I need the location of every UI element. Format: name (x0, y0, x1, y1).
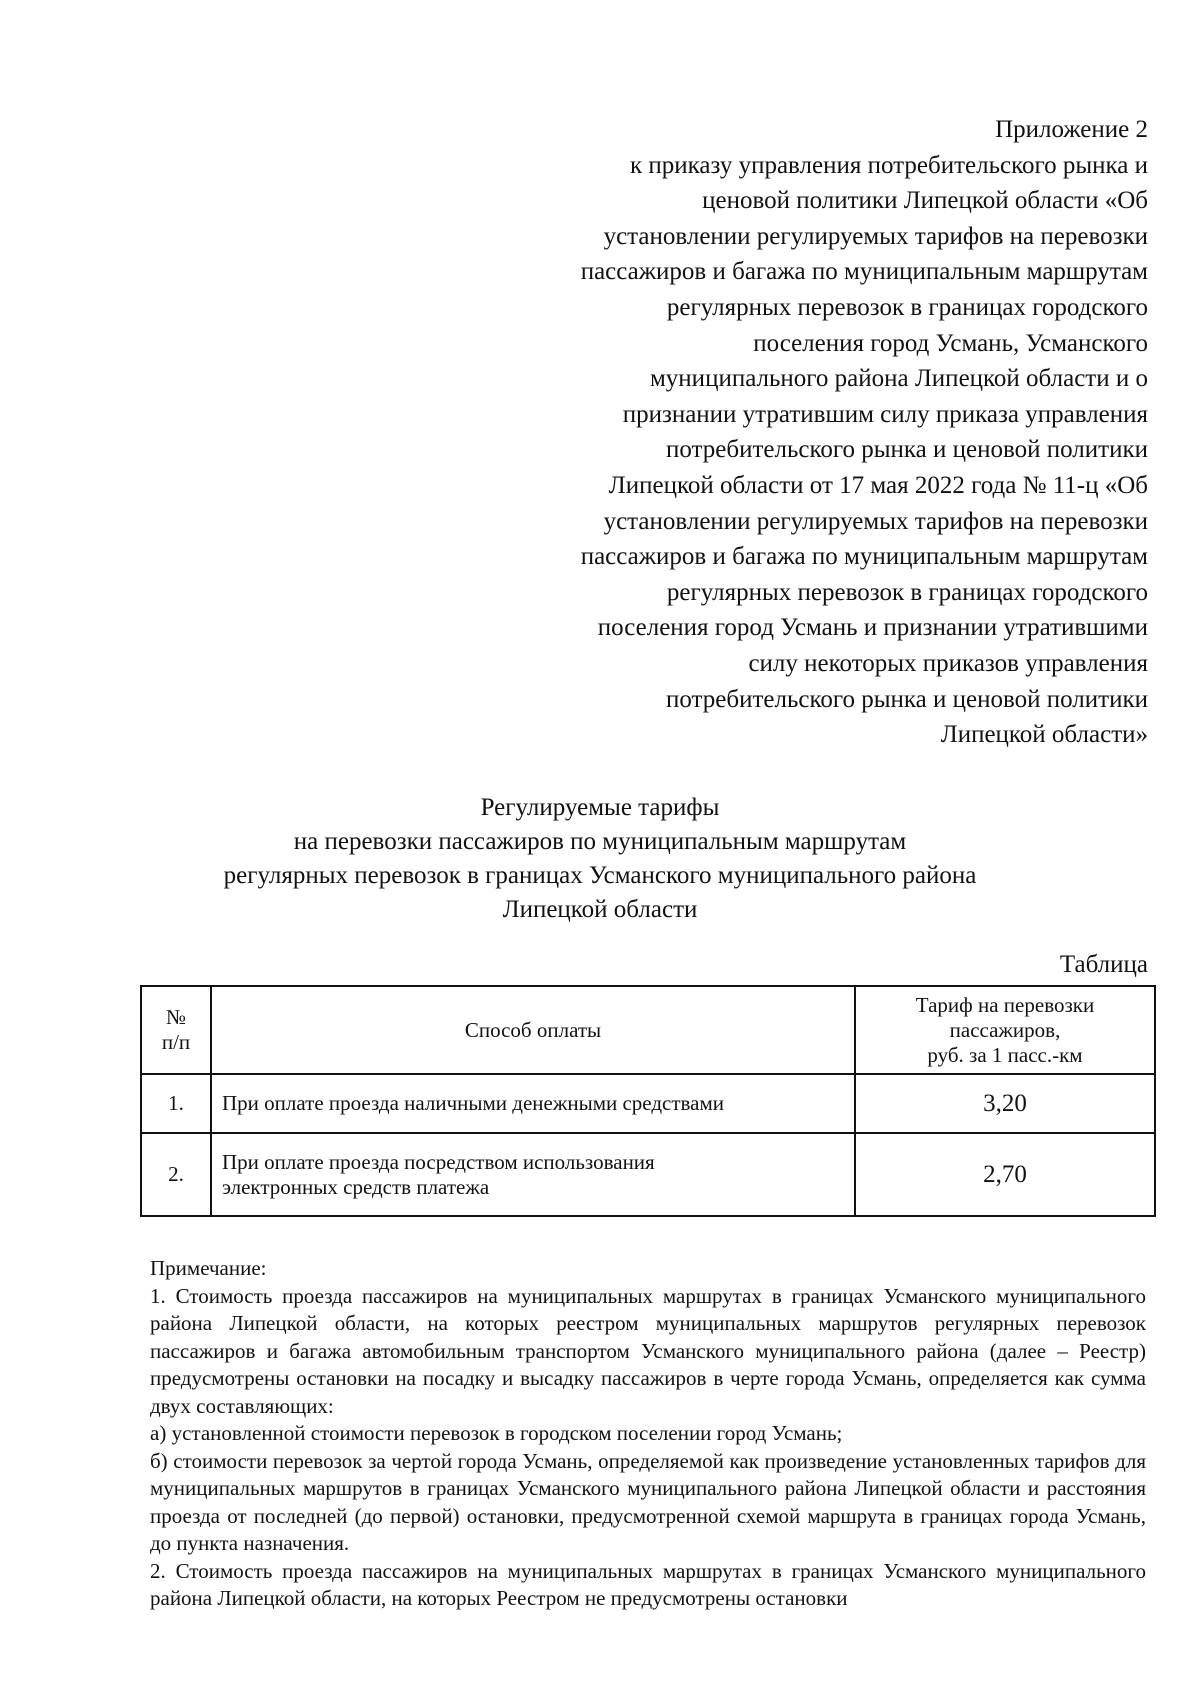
appendix-title: Приложение 2 (995, 116, 1148, 143)
note-paragraph: 2. Стоимость проезда пассажиров на муниципальных маршрутах в границах Усманского муниципального района Липецкой области, на которых Реестром не предусмотрены остановки (150, 1558, 1146, 1610)
header-num (141, 986, 211, 1074)
header-tariff (855, 986, 1155, 1074)
appendix-line: поселения город Усмань, Усманского (753, 329, 1148, 357)
appendix-line: ценовой политики Липецкой области «Об (702, 187, 1148, 215)
appendix-line: регулярных перевозок в границах городского (666, 578, 1148, 606)
row-tariff: 2,70 (855, 1133, 1155, 1216)
header-num-line: № (165, 1005, 187, 1029)
appendix-line: к приказу управления потребительского рынка и (629, 151, 1148, 179)
header-tariff-line: Тариф на перевозки (915, 992, 1095, 1017)
row-method (211, 1133, 855, 1216)
notes-section (150, 1255, 1146, 1613)
row-tariff: 3,20 (855, 1074, 1155, 1133)
header-method: Способ оплаты (211, 986, 855, 1074)
title-line: на перевозки пассажиров по муниципальным маршрутам (293, 828, 907, 855)
appendix-line: Липецкой области» (940, 721, 1148, 749)
appendix-line: Липецкой области от 17 мая 2022 года № 11-ц «Об (608, 471, 1148, 499)
appendix-line: признании утратившим силу приказа управления (622, 400, 1148, 428)
tariff-table (140, 985, 1156, 1217)
title-line: Регулируемые тарифы (480, 794, 720, 821)
row-method-line: электронных средств платежа (222, 1174, 490, 1199)
appendix-line: пассажиров и багажа по муниципальным маршрутам (580, 543, 1148, 571)
appendix-line: муниципального района Липецкой области и о (649, 365, 1148, 393)
title-line: регулярных перевозок в границах Усманского муниципального района (223, 862, 977, 889)
row-method-line: При оплате проезда посредством использования (222, 1149, 655, 1174)
table-row (141, 1133, 1155, 1216)
table-header-row (141, 986, 1155, 1074)
note-paragraph: 1. Стоимость проезда пассажиров на муниципальных маршрутах в границах Усманского муниципального района Липецкой области, на которых реестром муниципальных маршрутов регулярных перевозок пассажиров и багажа автомобильным транспортом Усманского муниципального района (далее – Реестр) предусмотрены остановки на посадку и высадку пассажиров в черте города Усмань, определяется как сумма двух составляющих: (150, 1283, 1146, 1418)
appendix-line: силу некоторых приказов управления (748, 649, 1148, 677)
appendix-header (488, 112, 1148, 753)
table-label: Таблица (1059, 951, 1148, 978)
header-num-line: п/п (161, 1030, 191, 1054)
appendix-line: установлении регулируемых тарифов на перевозки (603, 507, 1148, 535)
appendix-line: потребительского рынка и ценовой политики (666, 685, 1148, 713)
note-paragraph: б) стоимости перевозок за чертой города Усмань, определяемой как произведение установленных тарифов для муниципальных маршрутов в границах Усманского муниципального района Липецкой области и расстояния проезда от последней (до первой) остановки, предусмотренной схемой маршрута в границах города Усмань, до пункта назначения. (150, 1448, 1146, 1555)
row-method: При оплате проезда наличными денежными средствами (211, 1074, 855, 1133)
title-line: Липецкой области (502, 896, 698, 923)
appendix-line: установлении регулируемых тарифов на перевозки (603, 222, 1148, 250)
header-tariff-line: пассажиров, (949, 1017, 1061, 1042)
appendix-line: поселения город Усмань и признании утратившими (597, 614, 1148, 642)
row-num: 1. (141, 1074, 211, 1133)
table-row (141, 1074, 1155, 1133)
note-paragraph: а) установленной стоимости перевозок в городском поселении город Усмань; (150, 1421, 843, 1445)
row-num: 2. (141, 1133, 211, 1216)
header-tariff-line: руб. за 1 пасс.-км (927, 1042, 1083, 1067)
appendix-line: потребительского рынка и ценовой политики (666, 436, 1148, 464)
notes-heading: Примечание: (150, 1256, 267, 1280)
appendix-line: пассажиров и багажа по муниципальным маршрутам (580, 258, 1148, 286)
appendix-line: регулярных перевозок в границах городского (666, 293, 1148, 321)
document-title (0, 791, 1200, 927)
